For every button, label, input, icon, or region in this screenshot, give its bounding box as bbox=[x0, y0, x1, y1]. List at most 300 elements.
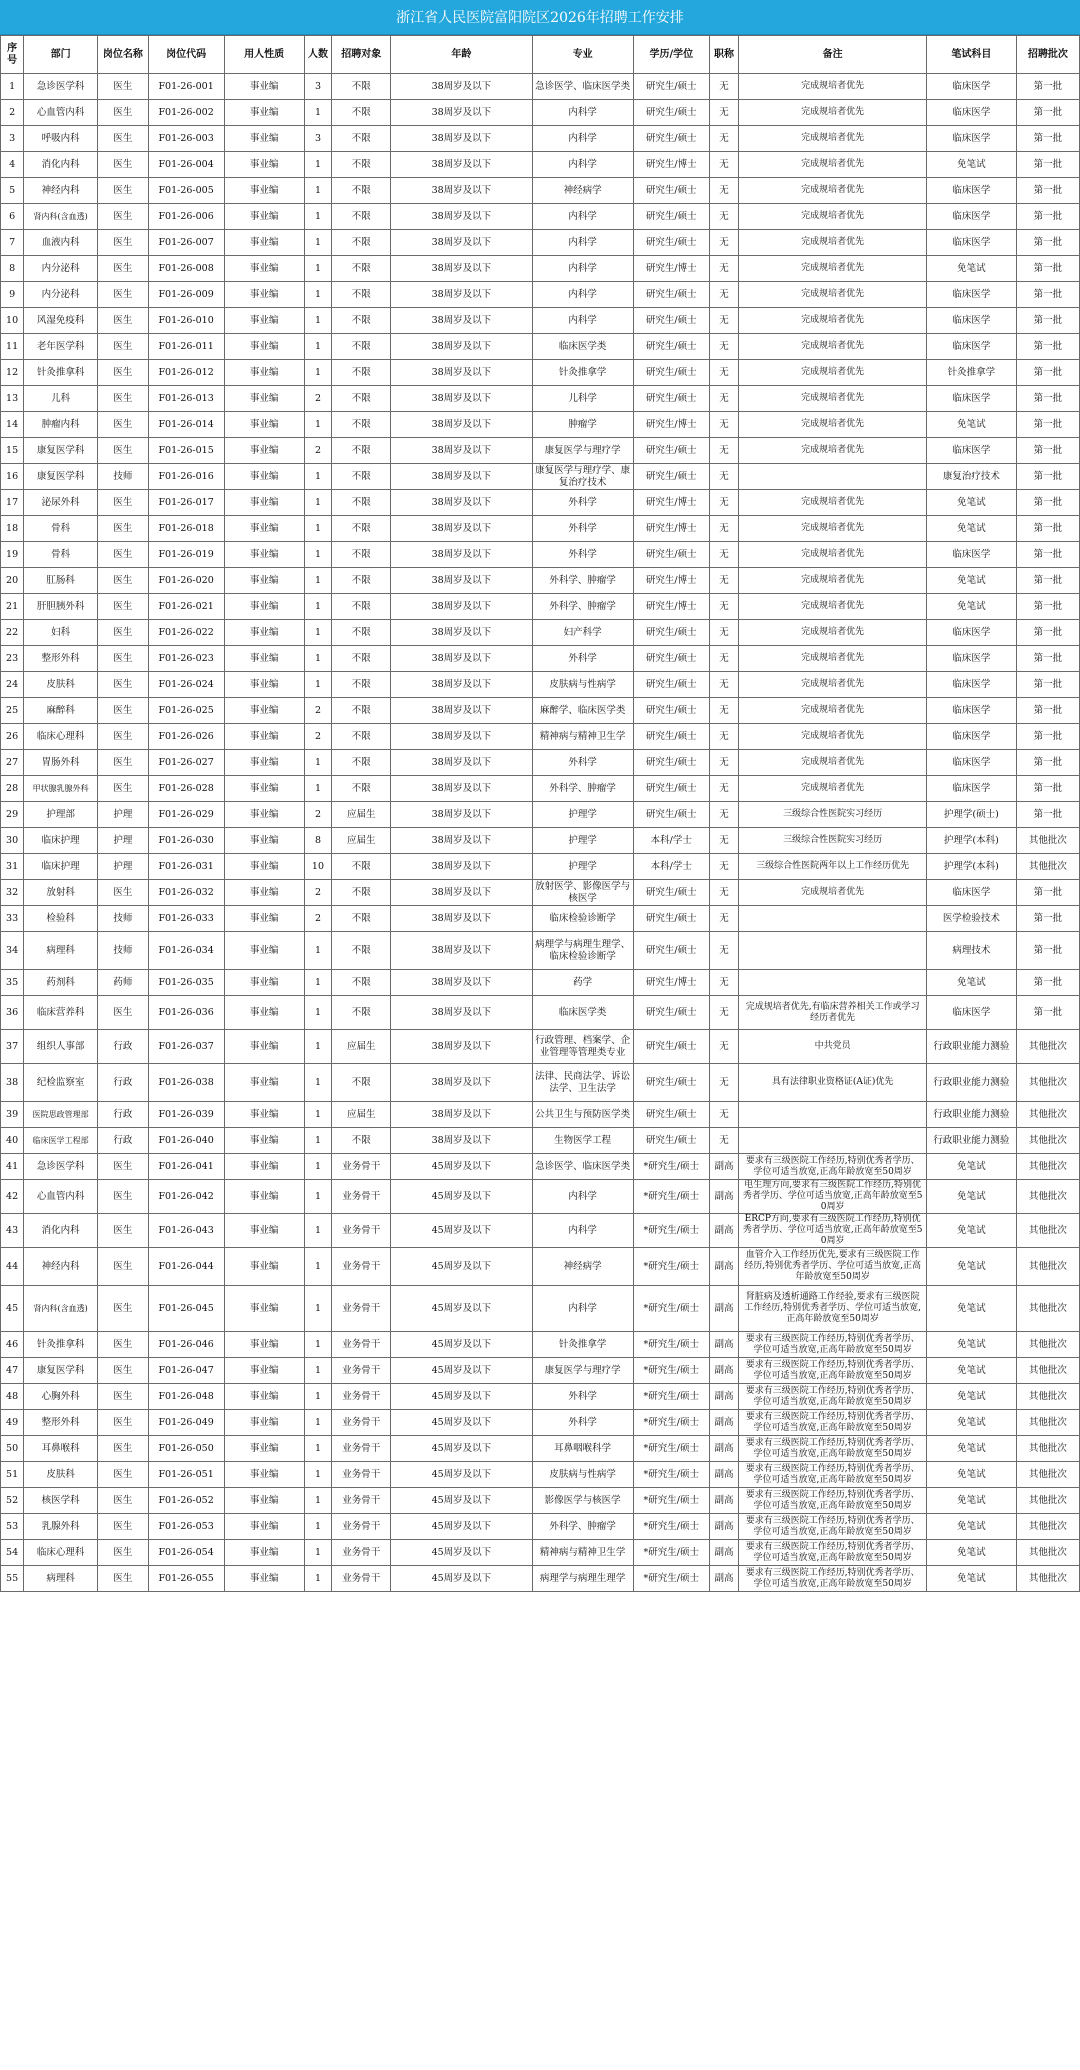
table-cell: 副高 bbox=[709, 1410, 739, 1436]
table-row bbox=[1, 308, 1080, 334]
table-cell: 不限 bbox=[332, 74, 391, 100]
table-cell bbox=[739, 970, 927, 996]
table-cell: 法律、民商法学、诉讼法学、卫生法学 bbox=[532, 1064, 633, 1102]
table-row bbox=[1, 1214, 1080, 1248]
table-cell: 1 bbox=[304, 646, 331, 672]
table-cell: 肿瘤内科 bbox=[24, 412, 98, 438]
table-cell: 神经病学 bbox=[532, 178, 633, 204]
table-cell: 临床医学 bbox=[927, 178, 1017, 204]
table-cell: 45周岁及以下 bbox=[391, 1214, 532, 1248]
table-cell: 具有法律职业资格证(A证)优先 bbox=[739, 1064, 927, 1102]
table-cell: 1 bbox=[304, 490, 331, 516]
table-cell: *研究生/硕士 bbox=[633, 1384, 709, 1410]
table-cell: 临床医学 bbox=[927, 230, 1017, 256]
table-cell: 事业编 bbox=[224, 1358, 304, 1384]
table-cell: 免笔试 bbox=[927, 568, 1017, 594]
table-cell: F01-26-039 bbox=[148, 1102, 224, 1128]
table-cell: 1 bbox=[304, 1332, 331, 1358]
table-cell: 38周岁及以下 bbox=[391, 970, 532, 996]
table-cell: 38周岁及以下 bbox=[391, 776, 532, 802]
table-cell: 49 bbox=[1, 1410, 24, 1436]
table-cell: 无 bbox=[709, 178, 739, 204]
table-cell: 研究生/硕士 bbox=[633, 386, 709, 412]
table-cell: 业务骨干 bbox=[332, 1214, 391, 1248]
table-cell: 研究生/硕士 bbox=[633, 74, 709, 100]
table-cell: F01-26-026 bbox=[148, 724, 224, 750]
table-cell: 1 bbox=[304, 1436, 331, 1462]
table-cell: 业务骨干 bbox=[332, 1384, 391, 1410]
recruitment-table bbox=[0, 35, 1080, 1592]
table-cell: F01-26-055 bbox=[148, 1566, 224, 1592]
table-cell: 完成规培者优先 bbox=[739, 282, 927, 308]
table-row bbox=[1, 334, 1080, 360]
table-cell: 不限 bbox=[332, 490, 391, 516]
table-cell: 事业编 bbox=[224, 126, 304, 152]
table-row bbox=[1, 906, 1080, 932]
table-cell: 无 bbox=[709, 906, 739, 932]
table-cell: 业务骨干 bbox=[332, 1154, 391, 1180]
table-cell: 38周岁及以下 bbox=[391, 854, 532, 880]
table-cell: F01-26-021 bbox=[148, 594, 224, 620]
table-cell: 38周岁及以下 bbox=[391, 906, 532, 932]
table-cell: 1 bbox=[304, 412, 331, 438]
table-cell: 免笔试 bbox=[927, 412, 1017, 438]
table-cell: 临床心理科 bbox=[24, 724, 98, 750]
table-cell: 临床护理 bbox=[24, 854, 98, 880]
table-cell: 不限 bbox=[332, 542, 391, 568]
table-cell: 临床医学 bbox=[927, 750, 1017, 776]
table-cell: 2 bbox=[1, 100, 24, 126]
table-cell: 第一批 bbox=[1016, 516, 1079, 542]
table-cell: 事业编 bbox=[224, 1154, 304, 1180]
table-cell: 事业编 bbox=[224, 1064, 304, 1102]
table-cell: 无 bbox=[709, 412, 739, 438]
table-cell: 无 bbox=[709, 970, 739, 996]
table-row bbox=[1, 464, 1080, 490]
table-cell: 甲状腺乳腺外科 bbox=[24, 776, 98, 802]
header-cell: 备注 bbox=[739, 36, 927, 74]
table-cell: 不限 bbox=[332, 464, 391, 490]
table-cell: F01-26-014 bbox=[148, 412, 224, 438]
table-cell: 乳腺外科 bbox=[24, 1514, 98, 1540]
table-cell: *研究生/硕士 bbox=[633, 1180, 709, 1214]
table-cell: 医生 bbox=[98, 308, 149, 334]
table-cell: 45周岁及以下 bbox=[391, 1358, 532, 1384]
table-cell: F01-26-051 bbox=[148, 1462, 224, 1488]
table-cell: 无 bbox=[709, 334, 739, 360]
table-cell: 事业编 bbox=[224, 594, 304, 620]
table-cell: 事业编 bbox=[224, 438, 304, 464]
table-cell: 研究生/硕士 bbox=[633, 360, 709, 386]
table-cell: 免笔试 bbox=[927, 970, 1017, 996]
table-cell: 行政 bbox=[98, 1102, 149, 1128]
table-cell: 妇科 bbox=[24, 620, 98, 646]
table-cell: 行政职业能力测验 bbox=[927, 1030, 1017, 1064]
table-cell: 无 bbox=[709, 1064, 739, 1102]
table-cell bbox=[739, 1128, 927, 1154]
table-cell: 内科学 bbox=[532, 1286, 633, 1332]
table-cell: 研究生/硕士 bbox=[633, 620, 709, 646]
table-cell: 完成规培者优先 bbox=[739, 490, 927, 516]
table-cell bbox=[739, 932, 927, 970]
table-cell: 38周岁及以下 bbox=[391, 1064, 532, 1102]
table-cell: 1 bbox=[304, 1030, 331, 1064]
table-cell: 肾脏病及透析通路工作经验,要求有三级医院工作经历,特别优秀者学历、学位可适当放宽,正高年龄放宽至50周岁 bbox=[739, 1286, 927, 1332]
table-cell: 14 bbox=[1, 412, 24, 438]
table-cell: 不限 bbox=[332, 438, 391, 464]
table-cell: 要求有三级医院工作经历,特别优秀者学历、学位可适当放宽,正高年龄放宽至50周岁 bbox=[739, 1410, 927, 1436]
table-cell: 1 bbox=[304, 1154, 331, 1180]
table-cell: 皮肤科 bbox=[24, 1462, 98, 1488]
table-cell: 38周岁及以下 bbox=[391, 828, 532, 854]
table-cell: 医生 bbox=[98, 334, 149, 360]
table-cell: 38周岁及以下 bbox=[391, 932, 532, 970]
table-cell: 其他批次 bbox=[1016, 1540, 1079, 1566]
table-cell: 45周岁及以下 bbox=[391, 1566, 532, 1592]
table-cell: 纪检监察室 bbox=[24, 1064, 98, 1102]
table-cell: 事业编 bbox=[224, 1566, 304, 1592]
table-cell: 事业编 bbox=[224, 1214, 304, 1248]
table-cell: 免笔试 bbox=[927, 1248, 1017, 1286]
table-cell: 38周岁及以下 bbox=[391, 490, 532, 516]
table-cell: 不限 bbox=[332, 932, 391, 970]
table-row bbox=[1, 672, 1080, 698]
table-cell: 不限 bbox=[332, 698, 391, 724]
table-cell: 事业编 bbox=[224, 620, 304, 646]
table-cell: 2 bbox=[304, 802, 331, 828]
table-cell: F01-26-030 bbox=[148, 828, 224, 854]
table-cell: 第一批 bbox=[1016, 620, 1079, 646]
table-cell: 不限 bbox=[332, 152, 391, 178]
table-cell: 38周岁及以下 bbox=[391, 672, 532, 698]
table-cell: 副高 bbox=[709, 1358, 739, 1384]
table-cell: 临床医学类 bbox=[532, 334, 633, 360]
table-cell: 研究生/硕士 bbox=[633, 204, 709, 230]
table-cell: 其他批次 bbox=[1016, 1286, 1079, 1332]
table-cell: 免笔试 bbox=[927, 1462, 1017, 1488]
table-cell: 12 bbox=[1, 360, 24, 386]
table-cell: 针灸推拿学 bbox=[532, 360, 633, 386]
table-cell: 2 bbox=[304, 906, 331, 932]
table-cell: 55 bbox=[1, 1566, 24, 1592]
table-cell: 医生 bbox=[98, 178, 149, 204]
table-cell: 研究生/博士 bbox=[633, 412, 709, 438]
table-cell: F01-26-033 bbox=[148, 906, 224, 932]
table-cell: 医生 bbox=[98, 1214, 149, 1248]
table-cell: F01-26-029 bbox=[148, 802, 224, 828]
table-cell: 业务骨干 bbox=[332, 1566, 391, 1592]
table-cell: F01-26-019 bbox=[148, 542, 224, 568]
table-cell: 9 bbox=[1, 282, 24, 308]
table-cell: 完成规培者优先 bbox=[739, 568, 927, 594]
table-cell: 医生 bbox=[98, 74, 149, 100]
table-cell: 针灸推拿科 bbox=[24, 360, 98, 386]
table-cell: 39 bbox=[1, 1102, 24, 1128]
table-cell: 免笔试 bbox=[927, 594, 1017, 620]
table-cell: 外科学、肿瘤学 bbox=[532, 568, 633, 594]
table-cell: 免笔试 bbox=[927, 1514, 1017, 1540]
table-cell: 临床护理 bbox=[24, 828, 98, 854]
table-cell: 第一批 bbox=[1016, 568, 1079, 594]
table-cell: 要求有三级医院工作经历,特别优秀者学历、学位可适当放宽,正高年龄放宽至50周岁 bbox=[739, 1540, 927, 1566]
table-cell: 1 bbox=[304, 1102, 331, 1128]
table-cell: 7 bbox=[1, 230, 24, 256]
table-cell: 1 bbox=[304, 282, 331, 308]
table-cell: 事业编 bbox=[224, 802, 304, 828]
table-cell: 临床医学 bbox=[927, 100, 1017, 126]
table-cell: 护理部 bbox=[24, 802, 98, 828]
table-cell: 急诊医学、临床医学类 bbox=[532, 74, 633, 100]
table-cell: 要求有三级医院工作经历,特别优秀者学历、学位可适当放宽,正高年龄放宽至50周岁 bbox=[739, 1488, 927, 1514]
table-cell: 内分泌科 bbox=[24, 256, 98, 282]
table-cell: 临床医学 bbox=[927, 880, 1017, 906]
table-row bbox=[1, 1410, 1080, 1436]
table-cell: 副高 bbox=[709, 1332, 739, 1358]
table-cell: 免笔试 bbox=[927, 1384, 1017, 1410]
table-cell: 核医学科 bbox=[24, 1488, 98, 1514]
table-cell: 第一批 bbox=[1016, 880, 1079, 906]
table-cell: 52 bbox=[1, 1488, 24, 1514]
table-cell: 副高 bbox=[709, 1180, 739, 1214]
table-cell: F01-26-006 bbox=[148, 204, 224, 230]
table-cell: 1 bbox=[304, 204, 331, 230]
table-cell: 其他批次 bbox=[1016, 1030, 1079, 1064]
table-row bbox=[1, 360, 1080, 386]
table-cell: 无 bbox=[709, 360, 739, 386]
table-cell: 不限 bbox=[332, 906, 391, 932]
table-cell: 心血管内科 bbox=[24, 1180, 98, 1214]
table-cell: 38周岁及以下 bbox=[391, 880, 532, 906]
table-cell: 32 bbox=[1, 880, 24, 906]
table-row bbox=[1, 438, 1080, 464]
table-cell: 38 bbox=[1, 1064, 24, 1102]
table-cell: 医生 bbox=[98, 282, 149, 308]
table-cell: 免笔试 bbox=[927, 256, 1017, 282]
table-cell: 1 bbox=[304, 1566, 331, 1592]
table-cell: 免笔试 bbox=[927, 1180, 1017, 1214]
table-cell: F01-26-037 bbox=[148, 1030, 224, 1064]
table-row bbox=[1, 386, 1080, 412]
table-cell: 呼吸内科 bbox=[24, 126, 98, 152]
table-cell: 1 bbox=[304, 542, 331, 568]
table-cell: 皮肤科 bbox=[24, 672, 98, 698]
table-cell: 不限 bbox=[332, 308, 391, 334]
table-cell: 2 bbox=[304, 438, 331, 464]
table-cell: 研究生/硕士 bbox=[633, 282, 709, 308]
table-cell: F01-26-043 bbox=[148, 1214, 224, 1248]
table-cell: 事业编 bbox=[224, 1128, 304, 1154]
table-cell: 影像医学与核医学 bbox=[532, 1488, 633, 1514]
table-cell: 第一批 bbox=[1016, 542, 1079, 568]
table-cell: F01-26-005 bbox=[148, 178, 224, 204]
table-cell: 病理学与病理生理学 bbox=[532, 1566, 633, 1592]
table-cell: 第一批 bbox=[1016, 776, 1079, 802]
table-row bbox=[1, 256, 1080, 282]
table-cell: 1 bbox=[304, 100, 331, 126]
table-cell: 医生 bbox=[98, 880, 149, 906]
table-cell: 第一批 bbox=[1016, 672, 1079, 698]
table-cell: 应届生 bbox=[332, 802, 391, 828]
table-cell: 其他批次 bbox=[1016, 1332, 1079, 1358]
header-cell: 用人性质 bbox=[224, 36, 304, 74]
table-cell: 28 bbox=[1, 776, 24, 802]
table-cell: F01-26-027 bbox=[148, 750, 224, 776]
table-cell: 不限 bbox=[332, 256, 391, 282]
table-cell: 1 bbox=[304, 1410, 331, 1436]
table-row bbox=[1, 74, 1080, 100]
table-row bbox=[1, 1436, 1080, 1462]
table-cell: 50 bbox=[1, 1436, 24, 1462]
table-row bbox=[1, 620, 1080, 646]
table-cell: 完成规培者优先 bbox=[739, 438, 927, 464]
table-cell: 免笔试 bbox=[927, 1488, 1017, 1514]
table-cell: 38周岁及以下 bbox=[391, 334, 532, 360]
table-cell: 事业编 bbox=[224, 776, 304, 802]
table-cell: 临床医学 bbox=[927, 334, 1017, 360]
table-cell: 事业编 bbox=[224, 464, 304, 490]
table-cell: 无 bbox=[709, 282, 739, 308]
table-row bbox=[1, 1154, 1080, 1180]
table-cell: 事业编 bbox=[224, 970, 304, 996]
table-cell: F01-26-010 bbox=[148, 308, 224, 334]
table-cell: 无 bbox=[709, 100, 739, 126]
table-cell: 其他批次 bbox=[1016, 1566, 1079, 1592]
table-cell: 研究生/硕士 bbox=[633, 542, 709, 568]
table-cell: 医生 bbox=[98, 1248, 149, 1286]
table-cell: 1 bbox=[304, 1214, 331, 1248]
table-cell: 消化内科 bbox=[24, 152, 98, 178]
table-cell: 第一批 bbox=[1016, 464, 1079, 490]
table-cell: 医生 bbox=[98, 490, 149, 516]
table-cell: 38周岁及以下 bbox=[391, 750, 532, 776]
table-cell: 1 bbox=[304, 620, 331, 646]
table-cell: 38周岁及以下 bbox=[391, 308, 532, 334]
table-cell: 38周岁及以下 bbox=[391, 282, 532, 308]
table-cell: F01-26-049 bbox=[148, 1410, 224, 1436]
table-cell: 临床医学 bbox=[927, 646, 1017, 672]
table-cell: 免笔试 bbox=[927, 1214, 1017, 1248]
table-cell: 内科学 bbox=[532, 308, 633, 334]
table-cell: 康复治疗技术 bbox=[927, 464, 1017, 490]
table-cell: *研究生/硕士 bbox=[633, 1462, 709, 1488]
table-cell: 妇产科学 bbox=[532, 620, 633, 646]
table-cell: 医生 bbox=[98, 1286, 149, 1332]
table-cell: 业务骨干 bbox=[332, 1286, 391, 1332]
table-cell: 38周岁及以下 bbox=[391, 74, 532, 100]
table-cell: F01-26-002 bbox=[148, 100, 224, 126]
table-cell: 完成规培者优先 bbox=[739, 256, 927, 282]
table-cell: 本科/学士 bbox=[633, 828, 709, 854]
table-cell: 医生 bbox=[98, 126, 149, 152]
table-cell: 骨科 bbox=[24, 542, 98, 568]
table-cell: 34 bbox=[1, 932, 24, 970]
table-cell: 内分泌科 bbox=[24, 282, 98, 308]
table-cell: 无 bbox=[709, 698, 739, 724]
table-cell: F01-26-044 bbox=[148, 1248, 224, 1286]
table-cell: 38周岁及以下 bbox=[391, 1102, 532, 1128]
table-cell: 无 bbox=[709, 230, 739, 256]
table-cell: 1 bbox=[304, 464, 331, 490]
table-cell: 38周岁及以下 bbox=[391, 620, 532, 646]
table-row bbox=[1, 594, 1080, 620]
table-cell: 38周岁及以下 bbox=[391, 438, 532, 464]
table-cell: 其他批次 bbox=[1016, 1462, 1079, 1488]
table-cell: 医生 bbox=[98, 594, 149, 620]
table-cell: 完成规培者优先 bbox=[739, 412, 927, 438]
table-cell: *研究生/硕士 bbox=[633, 1358, 709, 1384]
table-cell: 第一批 bbox=[1016, 126, 1079, 152]
table-cell: F01-26-022 bbox=[148, 620, 224, 646]
table-cell: 急诊医学、临床医学类 bbox=[532, 1154, 633, 1180]
table-cell: 护理学 bbox=[532, 802, 633, 828]
table-cell: 医生 bbox=[98, 1410, 149, 1436]
table-row bbox=[1, 1384, 1080, 1410]
table-cell: 1 bbox=[304, 360, 331, 386]
table-cell: 要求有三级医院工作经历,特别优秀者学历、学位可适当放宽,正高年龄放宽至50周岁 bbox=[739, 1384, 927, 1410]
table-cell: 医生 bbox=[98, 516, 149, 542]
table-row bbox=[1, 724, 1080, 750]
table-cell: 18 bbox=[1, 516, 24, 542]
table-cell: 10 bbox=[1, 308, 24, 334]
header-cell: 招聘对象 bbox=[332, 36, 391, 74]
table-cell: 事业编 bbox=[224, 334, 304, 360]
table-cell: 事业编 bbox=[224, 308, 304, 334]
table-cell: 2 bbox=[304, 880, 331, 906]
table-cell: 不限 bbox=[332, 516, 391, 542]
table-cell: 38周岁及以下 bbox=[391, 464, 532, 490]
table-cell: 不限 bbox=[332, 412, 391, 438]
table-cell: 事业编 bbox=[224, 698, 304, 724]
table-cell: 应届生 bbox=[332, 1030, 391, 1064]
table-cell: 无 bbox=[709, 828, 739, 854]
table-cell: 研究生/博士 bbox=[633, 568, 709, 594]
table-cell: 研究生/硕士 bbox=[633, 672, 709, 698]
header-cell: 岗位名称 bbox=[98, 36, 149, 74]
table-cell: 护理学 bbox=[532, 854, 633, 880]
table-cell: 免笔试 bbox=[927, 152, 1017, 178]
table-cell: *研究生/硕士 bbox=[633, 1566, 709, 1592]
table-cell: 24 bbox=[1, 672, 24, 698]
table-cell: F01-26-015 bbox=[148, 438, 224, 464]
table-cell: 急诊医学科 bbox=[24, 74, 98, 100]
table-cell: 研究生/硕士 bbox=[633, 750, 709, 776]
table-cell: 胃肠外科 bbox=[24, 750, 98, 776]
header-cell: 部门 bbox=[24, 36, 98, 74]
table-cell: 耳鼻咽喉科学 bbox=[532, 1436, 633, 1462]
table-row bbox=[1, 490, 1080, 516]
table-cell: 不限 bbox=[332, 646, 391, 672]
table-cell: 事业编 bbox=[224, 996, 304, 1030]
table-cell: 无 bbox=[709, 1128, 739, 1154]
table-cell: F01-26-003 bbox=[148, 126, 224, 152]
table-cell: 事业编 bbox=[224, 568, 304, 594]
table-cell: 45 bbox=[1, 1286, 24, 1332]
table-cell: 临床医学 bbox=[927, 308, 1017, 334]
table-cell: 研究生/硕士 bbox=[633, 776, 709, 802]
table-cell: 研究生/硕士 bbox=[633, 100, 709, 126]
table-cell: F01-26-001 bbox=[148, 74, 224, 100]
table-cell: 神经内科 bbox=[24, 178, 98, 204]
table-cell: 38周岁及以下 bbox=[391, 412, 532, 438]
table-cell: 1 bbox=[304, 932, 331, 970]
table-cell: 8 bbox=[1, 256, 24, 282]
table-cell: 临床医学 bbox=[927, 542, 1017, 568]
table-cell: 25 bbox=[1, 698, 24, 724]
table-cell: 康复医学科 bbox=[24, 438, 98, 464]
table-cell: 其他批次 bbox=[1016, 1180, 1079, 1214]
table-cell: 无 bbox=[709, 1030, 739, 1064]
table-cell: 事业编 bbox=[224, 1410, 304, 1436]
